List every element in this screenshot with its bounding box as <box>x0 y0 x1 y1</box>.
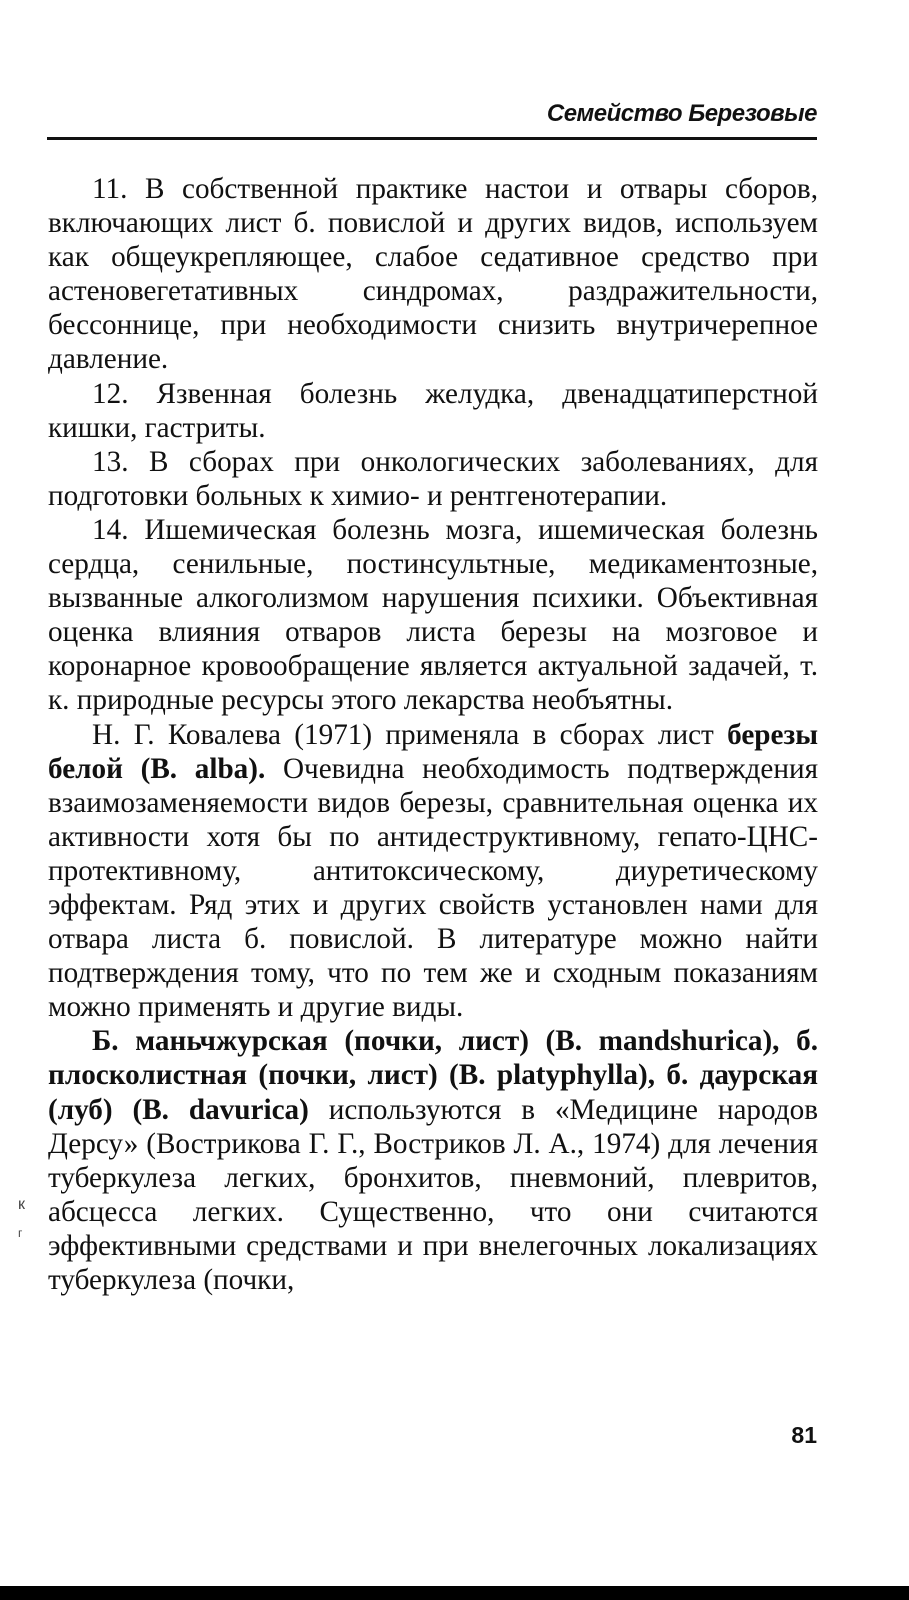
body-text <box>48 172 818 1297</box>
kovaleva-species-bold: березы белой (B. alba). <box>48 718 818 785</box>
paragraph-12: 12. Язвенная болезнь желудка, двенадцатиперстной кишки, гастриты. <box>48 377 818 444</box>
paragraph-14: 14. Ишемическая болезнь мозга, ишемическая болезнь сердца, сенильные, постинсультные, медикаментозные, вызванные алкоголизмом нарушения психики. Объективная оценка влияния отваров листа березы на мозговое и коронарное кровообращение является актуальной задачей, т. к. природные ресурсы этого лекарства необъятны. <box>48 513 818 717</box>
paragraph-11: 11. В собственной практике настои и отвары сборов, включающих лист б. повислой и других видов, используем как общеукрепляющее, слабое седативное средство при астеновегетативных синдромах, раздражительности, бессоннице, при необходимости снизить внутричерепное давление. <box>48 173 818 376</box>
paragraph-species <box>48 1024 818 1297</box>
kovaleva-text-start: Н. Г. Ковалева (1971) применяла в сборах лист <box>92 718 728 751</box>
scan-edge-bar <box>0 1586 909 1600</box>
header-rule <box>47 137 817 140</box>
species-names-bold: Б. маньчжурская (почки, лист) (B. mandshurica), б. плосколистная (почки, лист) (B. platyphylla), б. даурская (луб) (B. davurica) <box>48 1025 818 1126</box>
paragraph-kovaleva <box>48 718 818 1025</box>
paragraph-13: 13. В сборах при онкологических заболеваниях, для подготовки больных к химио- и рентгенотерапии. <box>48 445 818 512</box>
running-head: Семейство Березовые <box>546 100 817 127</box>
page-number: 81 <box>791 1422 817 1448</box>
species-text-rest: используются в «Медицине народов Дерсу» (Вострикова Г. Г., Востриков Л. А., 1974) для лечения туберкулеза легких, бронхитов, пневмоний, плевритов, абсцесса легких. Существенно, что они считаются эффективными средствами и при внелегочных локализациях туберкулеза (почки, <box>48 1093 818 1296</box>
margin-mark: г <box>18 1226 23 1240</box>
kovaleva-text-rest: Очевидна необходимость подтверждения взаимозаменяемости видов березы, сравнительная оценка их активности хотя бы по антидеструктивному, гепато-ЦНС-протективному, антитоксическому, диуретическому эффектам. Ряд этих и других свойств установлен нами для отвара листа б. повислой. В литературе можно найти подтверждения тому, что по тем же и сходным показаниям можно применять и другие виды. <box>48 752 818 1024</box>
margin-mark: к <box>18 1196 25 1213</box>
